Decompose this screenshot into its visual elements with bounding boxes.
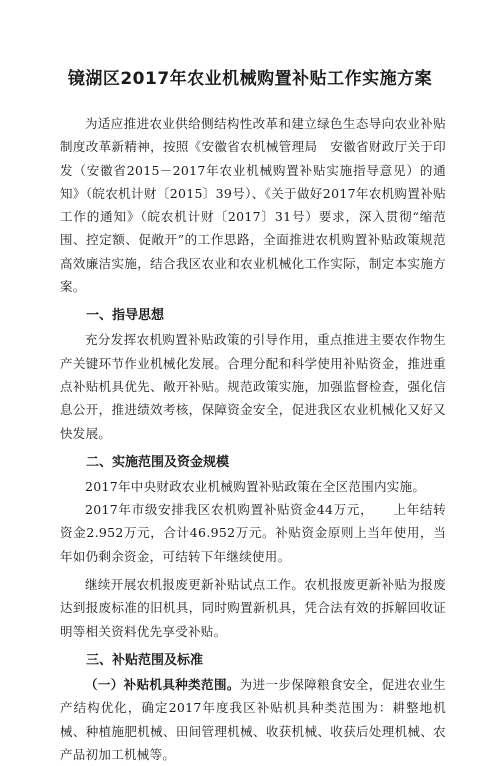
subsection-text: 为进一步保障粮食安全，促进农业生产结构优化，确定2017年度我区补贴机具种类范围为：耕整地机械、种植施肥机械、田间管理机械、收获机械、收获后处理机械、农产品初加工机械等。 — [60, 676, 446, 762]
section-heading-scope-and-funding: 二、实施范围及资金规模 — [86, 454, 230, 470]
document-body — [60, 112, 446, 766]
section-paragraph: 2017年中央财政农业机械购置补贴政策在全区范围内实施。 — [85, 478, 426, 494]
section-paragraph: 2017年市级安排我区农机购置补贴资金44万元， 上年结转资金2.952万元，合计46.952万元。补贴资金原则上当年使用，当年如仍剩余资金，可结转下年继续使用。 — [60, 502, 446, 564]
document-title: 镜湖区2017年农业机械购置补贴工作实施方案 — [67, 69, 433, 89]
section-paragraph: 充分发挥农机购置补贴政策的引导作用，重点推进主要农作物生产关键环节作业机械化发展。合理分配和科学使用补贴资金，推进重点补贴机具优先、敞开补贴。规范政策实施，加强监督检查，强化信息公开，推进绩效考核，保障资金安全，促进我区农业机械化又好又快发展。 — [60, 332, 446, 441]
subsection-label: （一）补贴机具种类范围。 — [85, 676, 240, 692]
section-paragraph: 继续开展农机报废更新补贴试点工作。农机报废更新补贴为报废达到报废标准的旧机具，同时购置新机具，凭合法有效的拆解回收证明等相关资料优先享受补贴。 — [60, 577, 446, 639]
section-heading-guiding-ideology: 一、指导思想 — [86, 308, 165, 324]
section-heading-subsidy-scope: 三、补贴范围及标准 — [86, 652, 204, 668]
subsection-paragraph — [60, 673, 446, 766]
intro-paragraph: 为适应推进农业供给侧结构性改革和建立绿色生态导向农业补贴制度改革新精神，按照《安徽省农机械管理局 安徽省财政厅关于印发（安徽省2015－2017年农业机械购置补贴实施指导意见）的通知》（皖农机计财〔2015〕39号）、《关于做好2017年农机购置补贴工作的通知》（皖农机计财〔2017〕31号）要求，深入贯彻“缩范围、控定额、促敞开”的工作思路，全面推进农机购置补贴政策规范高效廉洁实施，结合我区农业和农业机械化工作实际，制定本实施方案。 — [60, 116, 446, 295]
